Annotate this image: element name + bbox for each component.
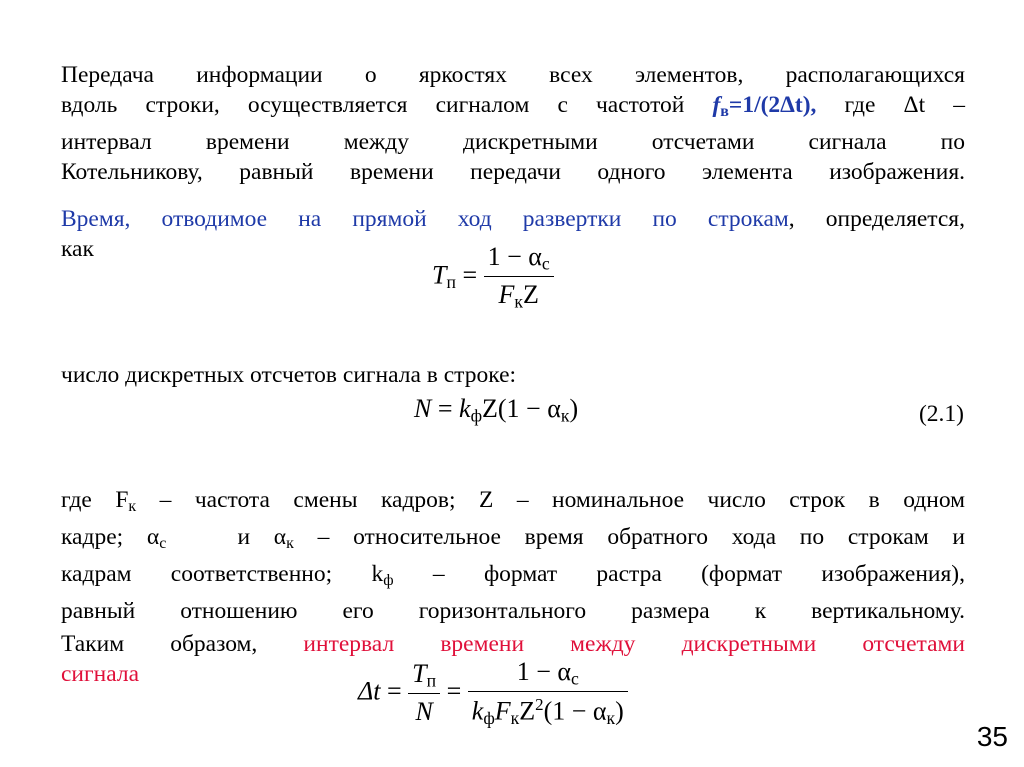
p1-line2: вдоль строки, осуществляется сигналом с частотой $f_в=1/(2\Delta t)$, где Δt –	[61, 92, 966, 120]
p1-line3: интервал времени между дискретными отсчетами сигнала по	[61, 128, 965, 155]
p1-line1: Передача информации о яркостях всех элементов, располагающихся	[61, 62, 965, 88]
formula-n: $N = k_фZ(1 - \alpha_к)$	[414, 394, 579, 426]
p4-line3: кадрам соответственно; $k_ф$ – формат растра (формат изображения),	[61, 560, 966, 589]
p5-line2: сигнала	[61, 661, 140, 687]
p2-line1: Время, отводимое на прямой ход развертки по строкам, определяется,	[61, 206, 965, 232]
equation-number: (2.1)	[918, 401, 964, 427]
formula-tn: $T_п$ = $\frac{1 - \alpha_с}{F_кZ}$	[432, 244, 554, 311]
formula-tn-fraction: $\frac{1 - \alpha_с}{F_кZ}$	[484, 244, 554, 311]
paragraph-definitions	[61, 485, 965, 626]
paragraph-transmission	[61, 60, 965, 187]
p4-line1: где $F_к$ – частота смены кадров; Z – номинальное число строк в одном	[61, 487, 966, 515]
formula-delta-t-fraction1: $\frac{T_п}{N}$	[408, 661, 440, 725]
paragraph-sample-count	[61, 360, 965, 390]
p3-text: число дискретных отсчетов сигнала в строке:	[61, 362, 517, 388]
page-number: 35	[976, 721, 1008, 752]
formula-delta-t: Δt = $\frac{T_п}{N}$ = $\frac{1 - \alpha_с}{k_фF_кZ^2(1 - \alpha_к)}$	[358, 659, 628, 728]
p4-line2: кадре; $\alpha_с$ и $\alpha_к$ – относительное время обратного хода по строкам и	[61, 523, 966, 552]
p1-line4: Котельникову, равный времени передачи одного элемента изображения.	[61, 158, 965, 185]
p4-line4: равный отношению его горизонтального размера к вертикальному.	[61, 597, 965, 624]
p5-line1: Таким образом, интервал времени между дискретными отсчетами	[61, 631, 965, 657]
p2-line2: как	[61, 236, 94, 262]
formula-delta-t-fraction2: $\frac{1 - \alpha_с}{k_фF_кZ^2(1 - \alpha_к)}$	[468, 659, 628, 728]
